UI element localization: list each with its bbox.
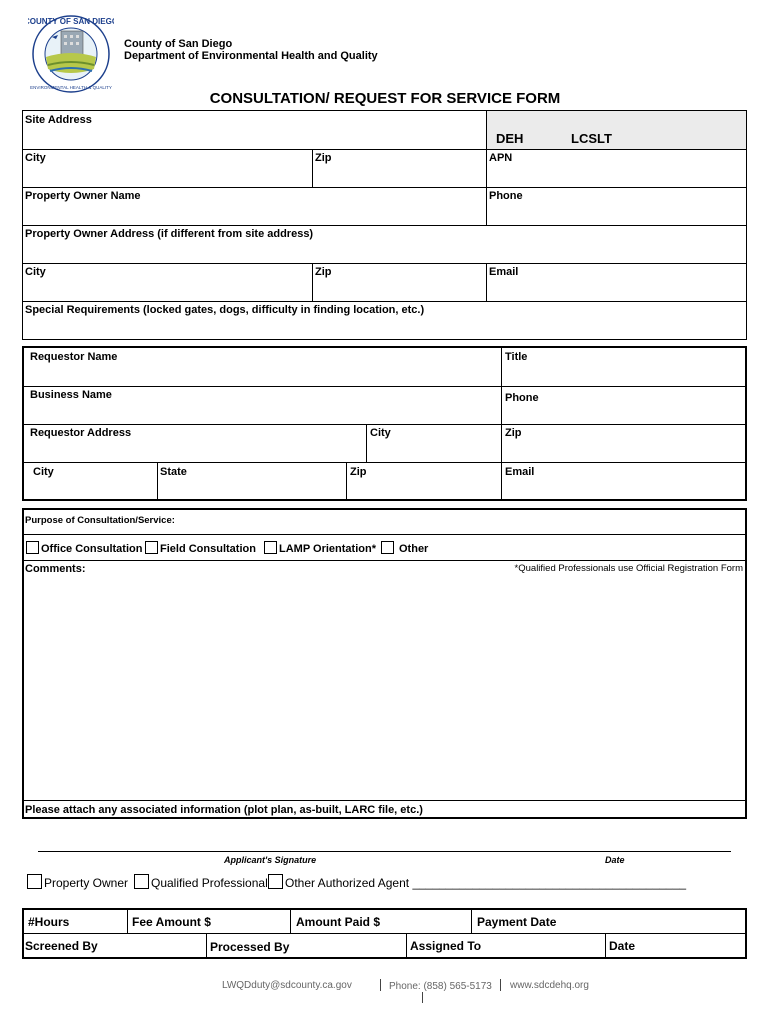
apn-field[interactable]: APN bbox=[489, 152, 513, 164]
requestor-zip2-field[interactable]: Zip bbox=[350, 466, 367, 478]
fee-amount-field[interactable]: Fee Amount $ bbox=[132, 915, 211, 929]
requestor-email-field[interactable]: Email bbox=[505, 466, 535, 478]
agent-name-line[interactable]: _________________________________________ bbox=[412, 876, 687, 890]
checkbox-icon[interactable] bbox=[264, 541, 277, 554]
requestor-title-field[interactable]: Title bbox=[505, 351, 528, 363]
signature-line[interactable] bbox=[38, 851, 731, 852]
requestor-name-field[interactable]: Requestor Name bbox=[30, 351, 118, 363]
owner-email-field[interactable]: Email bbox=[489, 266, 519, 278]
signature-date-label: Date bbox=[605, 855, 625, 865]
role-qualified-professional[interactable]: Qualified Professional bbox=[134, 874, 268, 890]
comments-textarea[interactable] bbox=[25, 577, 743, 797]
checkbox-icon[interactable] bbox=[381, 541, 394, 554]
requestor-address-field[interactable]: Requestor Address bbox=[30, 427, 132, 439]
county-seal-icon bbox=[28, 13, 114, 95]
site-zip-field[interactable]: Zip bbox=[315, 152, 332, 164]
applicant-signature-label: Applicant's Signature bbox=[224, 855, 317, 865]
role-property-owner[interactable]: Property Owner bbox=[27, 874, 128, 890]
lcslt-label: LCSLT bbox=[571, 131, 612, 146]
assigned-to-field[interactable]: Assigned To bbox=[410, 939, 482, 953]
screened-by-field[interactable]: Screened By bbox=[25, 939, 98, 953]
org-name: County of San Diego bbox=[124, 38, 233, 50]
qualified-professionals-note: *Qualified Professionals use Official Registration Form bbox=[514, 563, 743, 574]
checkbox-icon[interactable] bbox=[134, 874, 149, 889]
footer-website[interactable]: www.sdcdehq.org bbox=[510, 980, 589, 991]
special-requirements-field[interactable]: Special Requirements (locked gates, dogs, difficulty in finding location, etc.) bbox=[25, 304, 425, 316]
footer-email[interactable]: LWQDduty@sdcounty.ca.gov bbox=[222, 980, 352, 991]
processed-by-field[interactable]: Processed By bbox=[210, 940, 290, 954]
owner-city-field[interactable]: City bbox=[25, 266, 46, 278]
requestor-state-field[interactable]: State bbox=[160, 466, 187, 478]
svg-text:ENVIRONMENTAL HEALTH & QUALITY: ENVIRONMENTAL HEALTH & QUALITY bbox=[30, 85, 112, 90]
purpose-option-office[interactable]: Office Consultation bbox=[26, 541, 142, 555]
requestor-zip-field[interactable]: Zip bbox=[505, 427, 522, 439]
checkbox-icon[interactable] bbox=[27, 874, 42, 889]
site-address-field[interactable]: Site Address bbox=[25, 114, 92, 126]
checkbox-icon[interactable] bbox=[268, 874, 283, 889]
site-city-field[interactable]: City bbox=[25, 152, 46, 164]
purpose-heading: Purpose of Consultation/Service: bbox=[25, 515, 175, 526]
attach-note: Please attach any associated information (plot plan, as-built, LARC file, etc.) bbox=[25, 804, 423, 816]
deh-label: DEH bbox=[496, 131, 524, 146]
payment-date-field[interactable]: Payment Date bbox=[477, 915, 557, 929]
checkbox-icon[interactable] bbox=[26, 541, 39, 554]
svg-text:COUNTY OF SAN DIEGO: COUNTY OF SAN DIEGO bbox=[28, 17, 114, 26]
purpose-option-lamp[interactable]: LAMP Orientation* bbox=[264, 541, 376, 555]
office-date-field[interactable]: Date bbox=[609, 939, 636, 953]
purpose-option-field[interactable]: Field Consultation bbox=[145, 541, 256, 555]
owner-name-field[interactable]: Property Owner Name bbox=[25, 190, 141, 202]
footer-phone: Phone: (858) 565-5173 bbox=[389, 981, 492, 992]
business-name-field[interactable]: Business Name bbox=[30, 389, 112, 401]
hours-field[interactable]: #Hours bbox=[28, 915, 70, 929]
deh-shaded-area bbox=[486, 111, 746, 149]
purpose-option-other[interactable]: Other bbox=[381, 541, 428, 555]
county-seal-logo bbox=[28, 13, 114, 95]
requestor-city2-field[interactable]: City bbox=[33, 466, 54, 478]
requestor-phone-field[interactable]: Phone bbox=[505, 392, 539, 404]
owner-zip-field[interactable]: Zip bbox=[315, 266, 332, 278]
checkbox-icon[interactable] bbox=[145, 541, 158, 554]
department-name: Department of Environmental Health and Quality bbox=[124, 50, 378, 62]
owner-address-field[interactable]: Property Owner Address (if different from site address) bbox=[25, 228, 314, 240]
requestor-city-field[interactable]: City bbox=[370, 427, 391, 439]
form-title: CONSULTATION/ REQUEST FOR SERVICE FORM bbox=[209, 90, 561, 107]
comments-label: Comments: bbox=[25, 563, 86, 575]
role-other-agent[interactable]: Other Authorized Agent _________________________________________ bbox=[268, 874, 686, 890]
amount-paid-field[interactable]: Amount Paid $ bbox=[296, 915, 381, 929]
owner-phone-field[interactable]: Phone bbox=[489, 190, 523, 202]
